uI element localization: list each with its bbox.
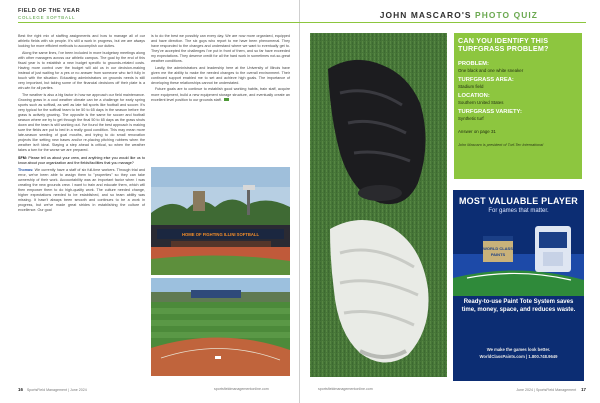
- footer-magazine-right: June 2024 | SportsField Management: [516, 388, 577, 392]
- quiz-photo-art: [310, 33, 447, 377]
- location-label: LOCATION:: [458, 93, 490, 99]
- advertisement: [453, 190, 584, 381]
- paragraph: Best the right mix of staffing assignments and how to manage all of our athletic fields with six people. It's still a work in progress, but we are always looking for more efficient methods to accomplish our duties.: [18, 34, 145, 49]
- footer-left: [18, 387, 87, 392]
- variety-label: TURFGRASS VARIETY:: [458, 109, 522, 115]
- ad-product-art: [453, 218, 584, 296]
- stadium-sign: HOME OF FIGHTING ILLINI SOFTBALL: [182, 232, 259, 237]
- area-label: TURFGRASS AREA:: [458, 77, 514, 83]
- footer-url-left[interactable]: sportsfieldmanagementonline.com: [214, 387, 269, 391]
- paragraph: Lastly, the administrators and leadership here at the University of Illinois have given me the ability to make the needed changes to the overall environment. Their continued support enabled me to set and achieve high goals. The importance of developing these relationships cannot be understated.: [151, 65, 290, 85]
- paragraph: The weather is also a big factor in how we approach our field maintenance. Growing grass in a cool weather climate can be a challenge for early spring sports such as softball, as well as late fall sports like football and soccer. It's very typical for the softball team to be 50 to 65 days in the season before the grass is actively growing. The opposite is the same for soccer and football season where we try to get through the final 50 to 65 days as the grass shuts down and the team is still working out. I've found the best approach is making sure the fields are put to bed in a really good condition. This may mean more late-season seeding of goal mouths, and trying to do small renovation projects like setting new bases and/or re-placing pitching rubbers when the weather isn't ideal. Staying a step ahead is critical, so when the weather takes a turn for the worse we are prepared.: [18, 92, 145, 153]
- answer-reference: Answer on page 31: [458, 129, 496, 134]
- page-number-right: 17: [581, 387, 586, 392]
- ad-subhead: For games that matter.: [488, 208, 549, 214]
- stadium-photo-art: [151, 167, 290, 275]
- section-title: FIELD OF THE YEAR: [18, 8, 81, 14]
- header-rule: [18, 22, 586, 23]
- section-header: [18, 8, 80, 20]
- quiz-photo: [310, 33, 447, 377]
- ad-contact[interactable]: WorldClassPaints.com | 1.800.748.9649: [479, 354, 558, 359]
- paragraph-text: Future goals are to continue to establish good working habits, train staff, acquire more equipment, build a new equipment storage structure, and eventually create an excellent level position to our grounds staff.: [151, 87, 290, 102]
- area-value: Stadium field: [458, 84, 484, 89]
- answer-label: Thomas:: [18, 167, 34, 172]
- title-suffix: PHOTO QUIZ: [475, 10, 538, 20]
- location-value: Southern United States: [458, 100, 504, 105]
- question-paragraph: [18, 156, 145, 166]
- problem-label: PROBLEM:: [458, 61, 489, 67]
- answer-text: We currently have a staff of six full-time workers. Through trial and error, we've been able to assign them to "properties" so they can take ownership of their work. Accountability was an important factor when I was creating the new grounds crew. I want to train and educate them, which will then empower them to do high-quality work. The culture needed change, higher expectations needed to be established, and so team ability was missing. It hasn't always been smooth and continues to be a work in progress, but we've made great strides in establishing the culture of excellence. Our goal: [18, 167, 145, 213]
- ad-tagline: We make the games look better.: [486, 347, 551, 352]
- quiz-heading: CAN YOU IDENTIFY THIS TURFGRASS PROBLEM?: [458, 36, 549, 54]
- article-column-2: [151, 34, 290, 104]
- author-note: John Mascaro is president of Turf-Tec International: [458, 143, 544, 147]
- footer-url-right[interactable]: sportsfieldmanagementonline.com: [318, 387, 373, 391]
- section-subtitle: COLLEGE SOFTBALL: [18, 15, 76, 20]
- infield-photo: [151, 278, 290, 376]
- paragraph: [151, 87, 290, 102]
- ad-headline: MOST VALUABLE PLAYER: [458, 196, 578, 206]
- problem-value: One black and one white sneaker: [458, 68, 524, 73]
- variety-value: Synthetic turf: [458, 116, 484, 121]
- ad-badge-line-1: WORLD CLASS: [483, 246, 513, 251]
- question-text: Please tell us about your crew, and anything else you would like us to know about your organization and the fields/facilities that you manage?: [18, 156, 145, 166]
- answer-paragraph: [18, 168, 145, 213]
- title-name: JOHN MASCARO'S: [379, 10, 472, 20]
- infield-photo-art: [151, 278, 290, 376]
- page-number-left: 16: [18, 387, 23, 392]
- footer-right: [516, 387, 586, 392]
- stadium-photo: [151, 167, 290, 275]
- ad-badge-line-2: PAINTS: [490, 252, 506, 257]
- paragraph: is to do the best we possibly can every day. We are now more organized, equipped and have direction. The six guys who report to me have been phenomenal. They have responded to the changes and understand where we want to eventually get to. They've accepted the challenges I've put in front of them, and so far have exceeded my expectations. They deserve credit for all the hard work in sometimes not-so-great weather conditions.: [151, 34, 290, 64]
- ad-body: Ready-to-use Paint Tote System saves time, money, space, and reduces waste.: [461, 299, 576, 313]
- paragraph: Along the same lines, I've been included in more budgetary meetings along with other managers across our athletic campus. The goal by the end of this fiscal year is to establish a new budget specific to grounds-related costs. Having more control over the budget will aid us in our decision-making instead of just waiting for a yes or no answer from someone who isn't fully in touch with the situation. Educating administrators on grounds needs is still very important, but taking some of the financial decisions off their plate is a win-win for all parties.: [18, 50, 145, 90]
- footer-magazine-left: SportsField Management | June 2024: [26, 388, 87, 392]
- article-column-1: [18, 34, 145, 215]
- question-label: SFM:: [18, 156, 28, 161]
- end-mark-icon: [224, 98, 229, 101]
- page-title: [380, 10, 538, 20]
- quiz-box: [454, 33, 582, 179]
